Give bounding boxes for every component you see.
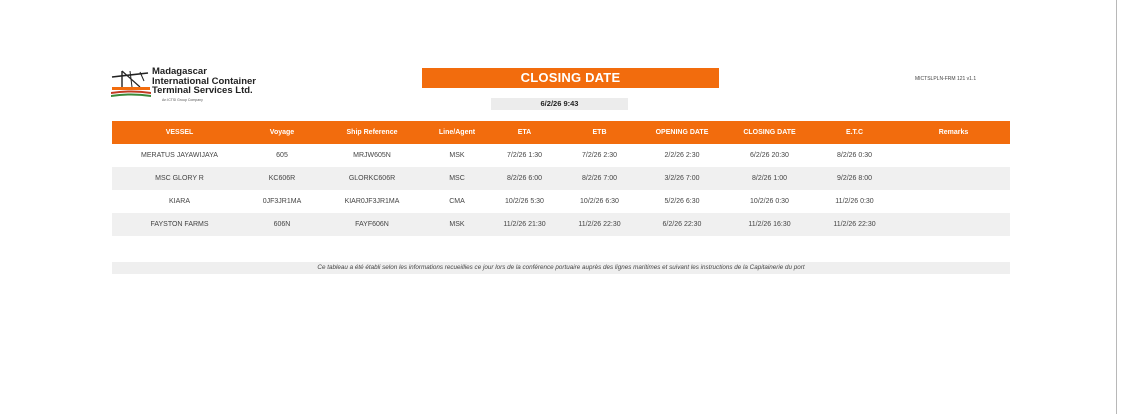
cell-remarks: [897, 190, 1010, 213]
cell-closing-date: 10/2/26 0:30: [750, 198, 789, 205]
cell-opening-date: 3/2/26 7:00: [637, 167, 727, 190]
table-row: [112, 213, 1010, 236]
company-logo: [110, 67, 270, 107]
column-header-closing-date: CLOSING DATE: [727, 121, 812, 144]
cell-remarks: [897, 213, 1010, 236]
company-name-line3: Terminal Services Ltd.: [152, 85, 253, 96]
cell-eta: 11/2/26 21:30: [487, 213, 562, 236]
cell-eta: 8/2/26 6:00: [487, 167, 562, 190]
cell-closing-date: 11/2/26 16:30: [727, 213, 812, 236]
cell-etb: 8/2/26 7:00: [562, 167, 637, 190]
cell-etb: 10/2/26 6:30: [580, 198, 619, 205]
cell-voyage: 605: [276, 152, 288, 159]
table-row: [112, 144, 1010, 167]
cell-remarks: [897, 144, 1010, 167]
cell-remarks: [897, 167, 1010, 190]
table-header-row: [112, 121, 1010, 144]
footer-note: Ce tableau a été établi selon les informations recueillies ce jour lors de la conférence portuaire auprès des lignes maritimes et suivant les instructions de la Capitainerie du port: [112, 262, 1010, 274]
company-name-line1: Madagascar: [152, 66, 207, 77]
cell-ship-reference: MRJW605N: [353, 152, 391, 159]
form-code: MICTSLPLN-FRM 121 v1.1: [915, 76, 977, 82]
closing-date-table: [112, 121, 1010, 236]
table-row: [112, 190, 1010, 213]
cell-closing-date: 8/2/26 1:00: [727, 167, 812, 190]
table-row: [112, 167, 1010, 190]
cell-line-agent: MSK: [449, 152, 465, 159]
column-header-vessel: VESSEL: [112, 121, 247, 144]
cell-opening-date: 2/2/26 2:30: [664, 152, 700, 159]
cell-eta: 7/2/26 1:30: [506, 152, 543, 159]
cell-etc: 11/2/26 0:30: [835, 198, 874, 205]
company-tagline: An ICTSI Group Company: [162, 98, 203, 102]
column-header-opening-date: OPENING DATE: [637, 121, 727, 144]
cell-etc: 8/2/26 0:30: [836, 152, 873, 159]
cell-etc: 9/2/26 8:00: [812, 167, 897, 190]
column-header-voyage: Voyage: [247, 121, 317, 144]
report-datetime: 6/2/26 9:43: [491, 98, 628, 110]
cell-line-agent: MSC: [427, 167, 487, 190]
page-title: CLOSING DATE: [422, 68, 719, 88]
cell-vessel: MSC GLORY R: [112, 167, 247, 190]
cell-opening-date: 5/2/26 6:30: [664, 198, 700, 205]
cell-voyage: 606N: [247, 213, 317, 236]
cell-opening-date: 6/2/26 22:30: [637, 213, 727, 236]
column-header-eta: ETA: [487, 121, 562, 144]
cell-etb: 7/2/26 2:30: [581, 152, 618, 159]
company-name-line2: International Container: [152, 75, 256, 87]
crane-logo-icon: [110, 67, 152, 101]
cell-etc: 11/2/26 22:30: [812, 213, 897, 236]
cell-line-agent: MSK: [427, 213, 487, 236]
cell-eta: 10/2/26 5:30: [505, 198, 544, 205]
cell-ship-reference: KIAR0JF3JR1MA: [344, 198, 400, 205]
cell-voyage: KC606R: [247, 167, 317, 190]
column-header-ship-reference: Ship Reference: [317, 121, 427, 144]
column-header-etb: ETB: [562, 121, 637, 144]
column-header-line-agent: Line/Agent: [427, 121, 487, 144]
cell-ship-reference: FAYF606N: [317, 213, 427, 236]
cell-etb: 11/2/26 22:30: [562, 213, 637, 236]
page-edge: [1116, 0, 1117, 414]
cell-vessel: FAYSTON FARMS: [112, 213, 247, 236]
cell-closing-date: 6/2/26 20:30: [750, 152, 789, 159]
company-name: [152, 67, 256, 96]
cell-voyage: 0JF3JR1MA: [262, 198, 302, 205]
cell-vessel: KIARA: [168, 198, 190, 205]
cell-line-agent: CMA: [449, 198, 465, 205]
cell-ship-reference: GLORKC606R: [317, 167, 427, 190]
column-header-remarks: Remarks: [897, 121, 1010, 144]
cell-vessel: MERATUS JAYAWIJAYA: [141, 152, 218, 159]
column-header-etc: E.T.C: [812, 121, 897, 144]
